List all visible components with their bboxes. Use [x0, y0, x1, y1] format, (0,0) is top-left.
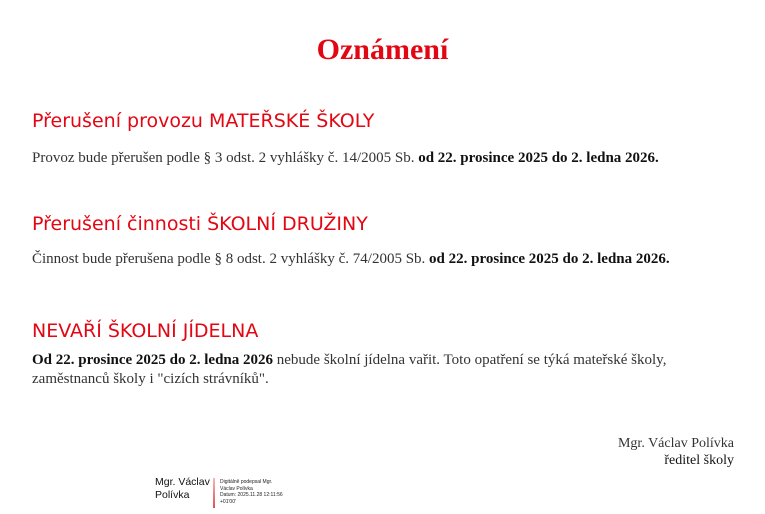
section-date-range: od 22. prosince 2025 do 2. ledna 2026. [429, 251, 670, 267]
section-heading-canteen: NEVAŘÍ ŠKOLNÍ JÍDELNA [32, 320, 259, 342]
section-text-after-school-club [32, 251, 670, 268]
digital-signature-name: Mgr. Václav Polívka [155, 476, 210, 501]
section-text-kindergarten [32, 150, 659, 167]
digital-signature-divider [213, 478, 215, 508]
digital-signature-detail-line: Digitálně podepsal Mgr. [220, 479, 273, 485]
section-text: Provoz bude přerušen podle § 3 odst. 2 vyhlášky č. 14/2005 Sb. [32, 150, 419, 166]
section-date-range: Od 22. prosince 2025 do 2. ledna 2026 [32, 352, 274, 368]
section-text: nebude školní jídelna vařit. Toto opatření se týká mateřské školy, zaměstnanců školy i "cizích strávníků". [32, 352, 667, 387]
digital-signature-detail-line: Datum: 2025.11.28 12:11:56 [220, 492, 283, 498]
section-text: Činnost bude přerušena podle § 8 odst. 2 vyhlášky č. 74/2005 Sb. [32, 251, 430, 267]
digital-signature-detail [220, 479, 300, 505]
page-title: Oznámení [316, 33, 449, 66]
section-date-range: od 22. prosince 2025 do 2. ledna 2026. [418, 150, 659, 166]
section-heading-kindergarten: Přerušení provozu MATEŘSKÉ ŠKOLY [32, 110, 375, 132]
digital-signature-detail-line: +01'00' [220, 498, 236, 505]
digital-signature-detail-line: Václav Polívka [220, 485, 253, 492]
section-heading-after-school-club: Přerušení činnosti ŠKOLNÍ DRUŽINY [32, 213, 368, 235]
signature-name: Mgr. Václav Polívka [617, 436, 734, 451]
section-text-canteen [32, 351, 737, 389]
signature-role: ředitel školy [664, 453, 734, 468]
